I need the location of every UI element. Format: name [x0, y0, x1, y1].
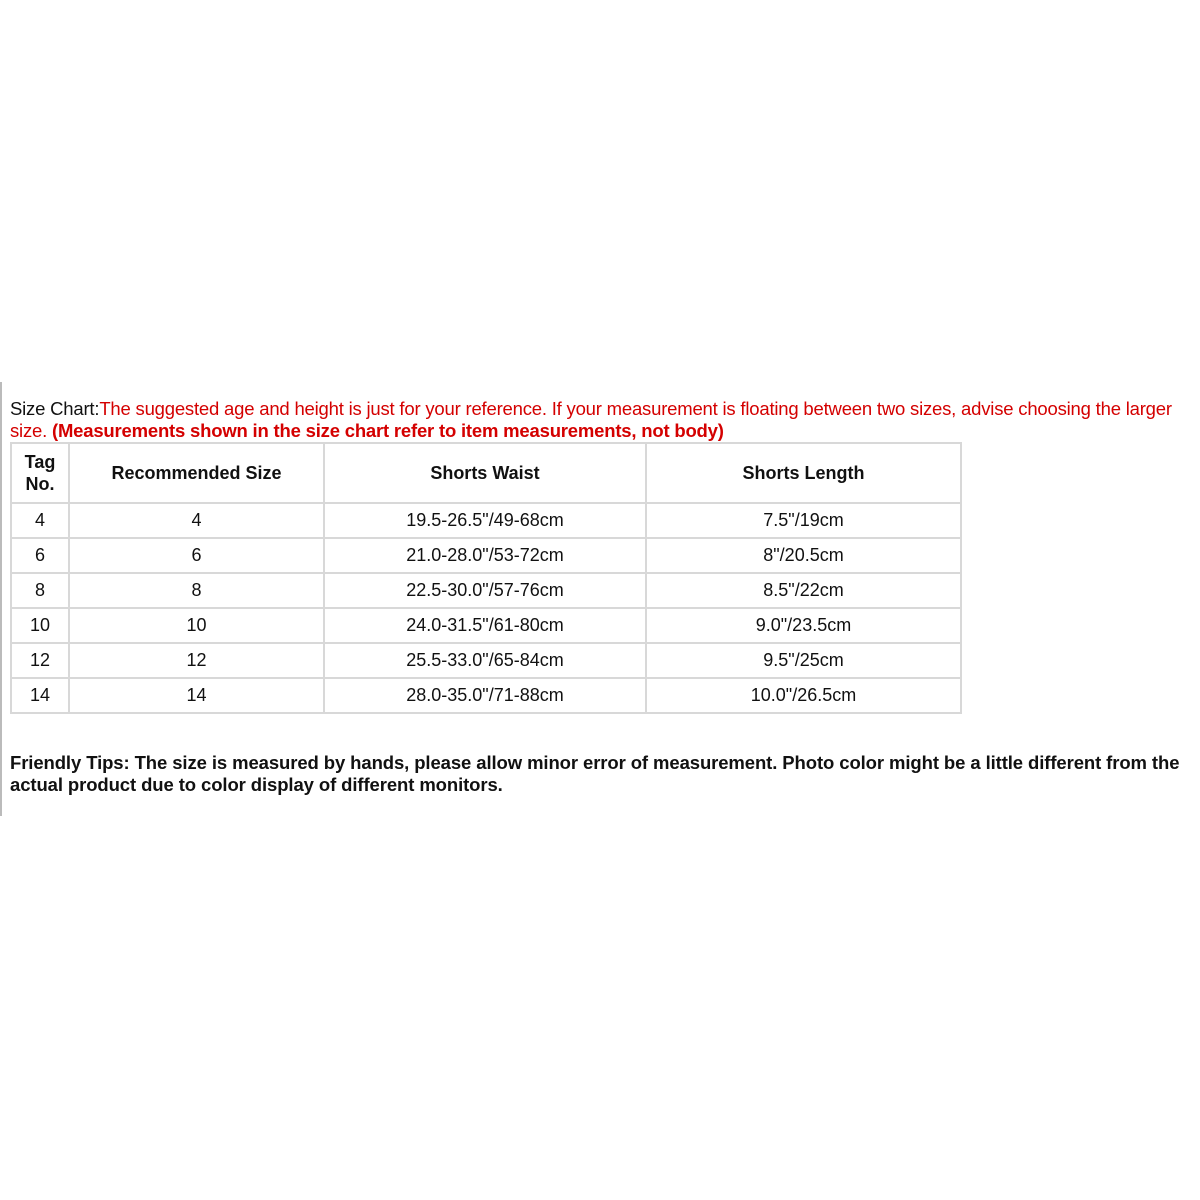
reference-note: The suggested age and height is just for your reference. If your measurement is floating between two sizes, advise choosing the larger size.: [10, 398, 1172, 441]
cell-shorts-length: 9.0"/23.5cm: [646, 608, 961, 643]
cell-shorts-waist: 25.5-33.0"/65-84cm: [324, 643, 646, 678]
cell-shorts-waist: 28.0-35.0"/71-88cm: [324, 678, 646, 713]
table-row: [11, 643, 961, 678]
header-recommended-size: Recommended Size: [69, 443, 324, 503]
cell-recommended-size: 12: [69, 643, 324, 678]
cell-shorts-length: 9.5"/25cm: [646, 643, 961, 678]
cell-shorts-waist: 21.0-28.0"/53-72cm: [324, 538, 646, 573]
cell-shorts-length: 8"/20.5cm: [646, 538, 961, 573]
left-border: [0, 382, 2, 816]
cell-shorts-length: 8.5"/22cm: [646, 573, 961, 608]
header-shorts-length: Shorts Length: [646, 443, 961, 503]
friendly-tips: Friendly Tips: The size is measured by hands, please allow minor error of measurement. Photo color might be a little different from the actual product due to color display of different monitors.: [10, 752, 1180, 795]
table-row: [11, 678, 961, 713]
cell-recommended-size: 10: [69, 608, 324, 643]
header-shorts-waist: Shorts Waist: [324, 443, 646, 503]
cell-recommended-size: 8: [69, 573, 324, 608]
table-row: [11, 573, 961, 608]
measurement-note: (Measurements shown in the size chart refer to item measurements, not body): [51, 420, 724, 441]
cell-recommended-size: 4: [69, 503, 324, 538]
header-tag-no: Tag No.: [11, 443, 69, 503]
cell-tag-no: 12: [11, 643, 69, 678]
table-row: [11, 503, 961, 538]
size-table: [10, 442, 962, 714]
cell-tag-no: 6: [11, 538, 69, 573]
cell-recommended-size: 14: [69, 678, 324, 713]
cell-tag-no: 14: [11, 678, 69, 713]
size-chart-intro: [10, 398, 1200, 442]
cell-tag-no: 4: [11, 503, 69, 538]
cell-shorts-waist: 24.0-31.5"/61-80cm: [324, 608, 646, 643]
cell-shorts-waist: 19.5-26.5"/49-68cm: [324, 503, 646, 538]
table-row: [11, 608, 961, 643]
table-row: [11, 538, 961, 573]
table-header-row: [11, 443, 961, 503]
size-chart-label: Size Chart:: [10, 398, 100, 419]
cell-tag-no: 10: [11, 608, 69, 643]
cell-shorts-length: 10.0"/26.5cm: [646, 678, 961, 713]
cell-tag-no: 8: [11, 573, 69, 608]
cell-shorts-length: 7.5"/19cm: [646, 503, 961, 538]
cell-shorts-waist: 22.5-30.0"/57-76cm: [324, 573, 646, 608]
cell-recommended-size: 6: [69, 538, 324, 573]
